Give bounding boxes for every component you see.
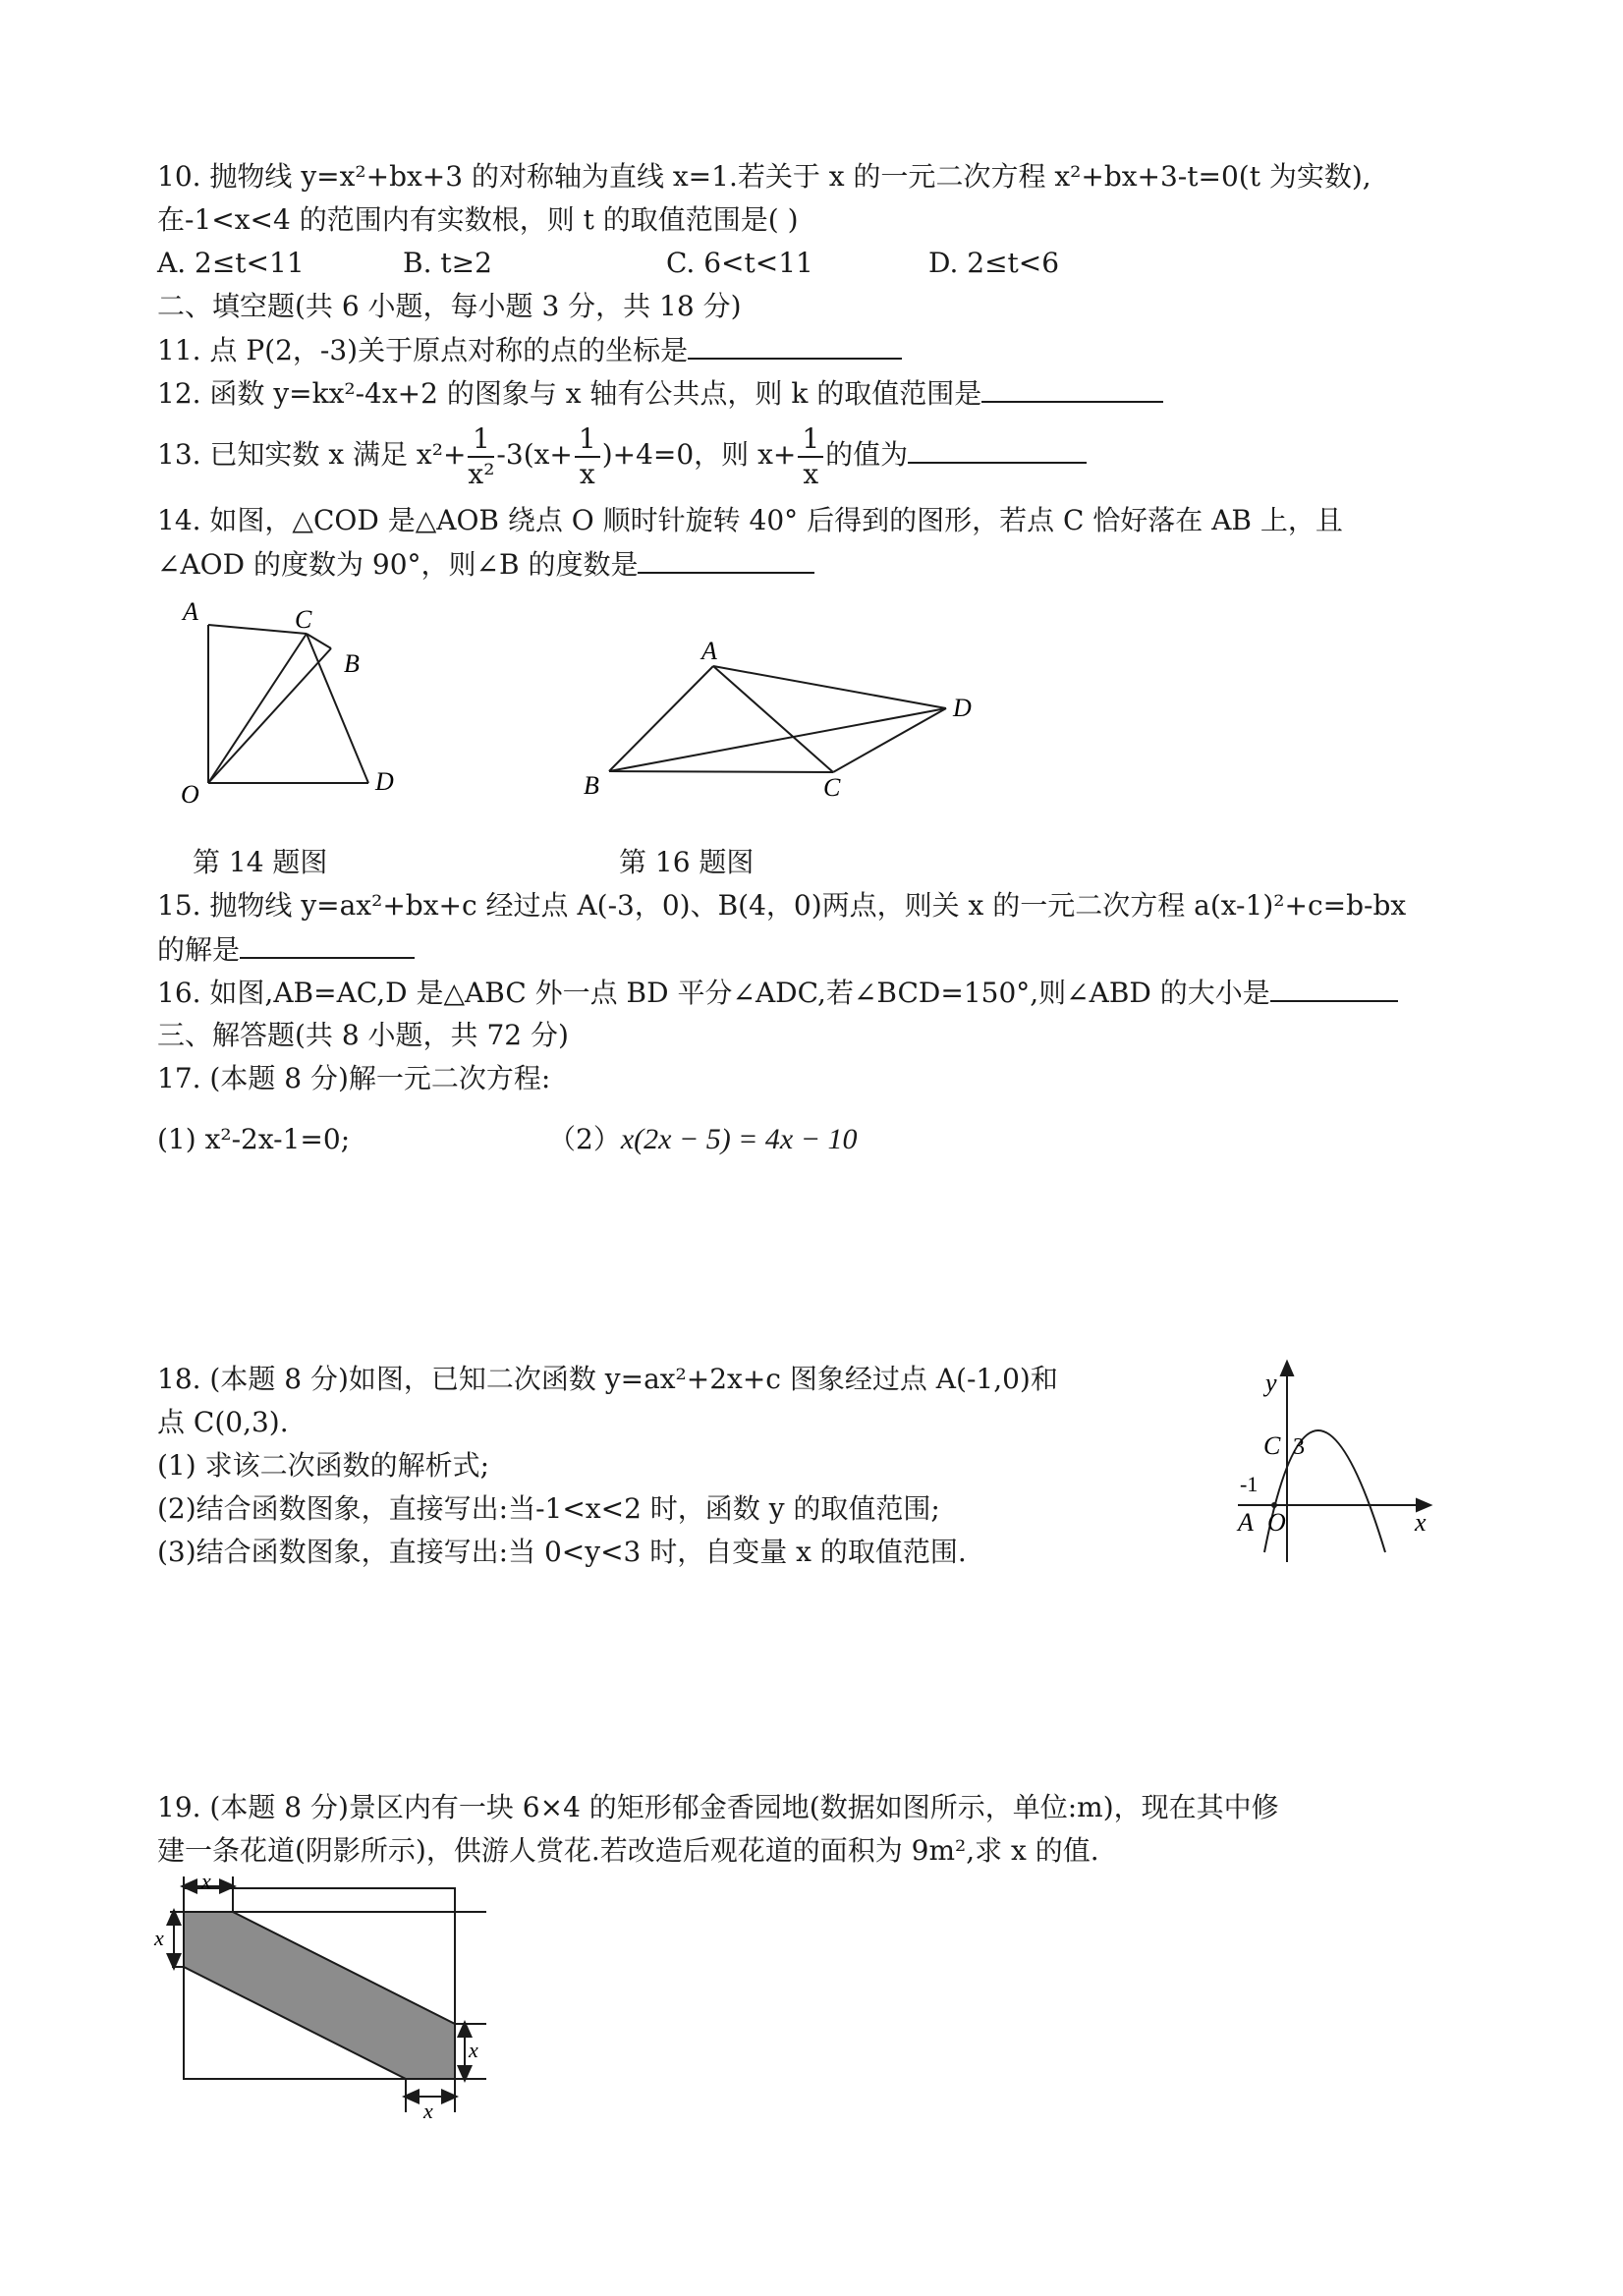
q16-answer-blank bbox=[1270, 975, 1398, 1002]
fig16-label-d: D bbox=[953, 694, 972, 722]
q17-title: 17. (本题 8 分)解一元二次方程: bbox=[157, 1062, 551, 1094]
q10-option-a: A. 2≤t<11 bbox=[157, 247, 305, 279]
q11-text: 11. 点 P(2，-3)关于原点对称的点的坐标是 bbox=[157, 334, 689, 366]
fig14-segment-ac bbox=[208, 625, 307, 634]
q11 bbox=[157, 332, 902, 368]
q19-line1: 19. (本题 8 分)景区内有一块 6×4 的矩形郁金香园地(数据如图所示，单位:m)，现在其中修 bbox=[157, 1791, 1279, 1823]
q17-part-2-equation: x(2x − 5) = 4x − 10 bbox=[620, 1123, 858, 1155]
fig18-label-x: x bbox=[1415, 1508, 1427, 1537]
fig14-label-a: A bbox=[183, 597, 198, 626]
figure-14-caption: 第 14 题图 bbox=[193, 846, 328, 878]
q13-fraction-3-num: 1 bbox=[798, 422, 823, 458]
q13-fraction-3-den: x bbox=[803, 457, 819, 490]
fig18-label-3: 3 bbox=[1293, 1434, 1305, 1460]
q13-fraction-2 bbox=[575, 422, 600, 491]
fig18-label-y: y bbox=[1265, 1369, 1277, 1397]
fig18-label-o: O bbox=[1267, 1508, 1286, 1537]
section-2-heading: 二、填空题(共 6 小题，每小题 3 分，共 18 分) bbox=[157, 290, 742, 322]
q10-option-b: B. t≥2 bbox=[403, 247, 492, 279]
q10-option-c: C. 6<t<11 bbox=[666, 247, 813, 279]
fig18-label-a: A bbox=[1238, 1508, 1254, 1537]
q18-line1: 18. (本题 8 分)如图，已知二次函数 y=ax²+2x+c 图象经过点 A(-1,0)和 bbox=[157, 1363, 1058, 1395]
fig16-label-a: A bbox=[701, 637, 717, 665]
q17-part-2-label: （2） bbox=[548, 1123, 621, 1155]
fig16-segment-bd bbox=[609, 708, 946, 771]
q15-answer-blank bbox=[240, 931, 415, 959]
fig19-label-x-right: x bbox=[469, 2038, 478, 2062]
fig14-segment-ob bbox=[208, 648, 331, 783]
q12-answer-blank bbox=[981, 375, 1163, 403]
q11-answer-blank bbox=[688, 332, 902, 360]
q13-fraction-1 bbox=[468, 422, 494, 491]
fig14-label-d: D bbox=[375, 767, 394, 796]
q15-line2 bbox=[157, 931, 415, 968]
fig18-y-arrow bbox=[1281, 1362, 1293, 1375]
fig16-segment-bc bbox=[609, 771, 833, 772]
q13-fraction-2-num: 1 bbox=[575, 422, 600, 458]
q13-text-d: 的值为 bbox=[825, 438, 909, 471]
fig19-label-x-bottom: x bbox=[423, 2099, 433, 2122]
fig16-label-b: B bbox=[584, 771, 599, 800]
q18-part-2: (2)结合函数图象，直接写出:当-1<x<2 时，函数 y 的取值范围; bbox=[157, 1492, 940, 1525]
section-3-heading: 三、解答题(共 8 小题，共 72 分) bbox=[157, 1019, 569, 1051]
q16 bbox=[157, 975, 1398, 1011]
q17-part-2 bbox=[548, 1122, 858, 1157]
q15-line1: 15. 抛物线 y=ax²+bx+c 经过点 A(-3，0)、B(4，0)两点，则关 x 的一元二次方程 a(x-1)²+c=b-bx bbox=[157, 889, 1407, 922]
q13-answer-blank bbox=[908, 436, 1087, 464]
q10-option-d: D. 2≤t<6 bbox=[928, 247, 1060, 279]
q13-fraction-2-den: x bbox=[579, 457, 595, 490]
fig19-shaded-path bbox=[184, 1912, 455, 2079]
q15-line2-text: 的解是 bbox=[157, 933, 241, 966]
fig16-label-c: C bbox=[823, 773, 841, 802]
fig14-label-o: O bbox=[181, 780, 199, 809]
fig14-label-b: B bbox=[344, 649, 360, 678]
q10-line2: 在-1<x<4 的范围内有实数根，则 t 的取值范围是( ) bbox=[157, 203, 799, 236]
q14-line2 bbox=[157, 546, 814, 583]
figure-16 bbox=[570, 629, 1002, 806]
q13-fraction-1-den: x² bbox=[468, 457, 495, 490]
q10-line1: 10. 抛物线 y=x²+bx+3 的对称轴为直线 x=1.若关于 x 的一元二次方程 x²+bx+3-t=0(t 为实数), bbox=[157, 160, 1371, 193]
q13-text-a: 13. 已知实数 x 满足 x²+ bbox=[157, 438, 467, 471]
q14-line2-text: ∠AOD 的度数为 90°，则∠B 的度数是 bbox=[157, 548, 639, 581]
q16-text: 16. 如图,AB=AC,D 是△ABC 外一点 BD 平分∠ADC,若∠BCD=150°,则∠ABD 的大小是 bbox=[157, 977, 1270, 1009]
q12 bbox=[157, 375, 1163, 412]
q13-text-b: -3(x+ bbox=[496, 438, 573, 471]
fig19-label-x-top: x bbox=[201, 1876, 211, 1893]
fig18-label-c: C bbox=[1263, 1431, 1281, 1460]
figure-16-caption: 第 16 题图 bbox=[619, 846, 755, 878]
q12-text: 12. 函数 y=kx²-4x+2 的图象与 x 轴有公共点，则 k 的取值范围是 bbox=[157, 377, 982, 410]
figure-18 bbox=[1228, 1356, 1444, 1572]
fig16-segment-ad bbox=[713, 666, 946, 708]
fig14-label-c: C bbox=[295, 605, 312, 634]
figure-14 bbox=[167, 594, 422, 820]
fig16-segment-ac bbox=[713, 666, 833, 772]
q13-fraction-3 bbox=[798, 422, 823, 491]
figure-19 bbox=[152, 1876, 506, 2122]
fig14-segment-oc bbox=[208, 634, 307, 783]
q13-text-c: )+4=0，则 x+ bbox=[601, 438, 797, 471]
q14-answer-blank bbox=[638, 546, 814, 574]
q13 bbox=[157, 419, 1087, 491]
q19-line2: 建一条花道(阴影所示)，供游人赏花.若改造后观花道的面积为 9m²,求 x 的值. bbox=[157, 1834, 1099, 1867]
fig18-label-minus-1: -1 bbox=[1240, 1472, 1259, 1496]
q17-part-1: (1) x²-2x-1=0; bbox=[157, 1123, 351, 1155]
q18-part-3: (3)结合函数图象，直接写出:当 0<y<3 时，自变量 x 的取值范围. bbox=[157, 1536, 967, 1568]
q14-line1: 14. 如图，△COD 是△AOB 绕点 O 顺时针旋转 40° 后得到的图形，若点 C 恰好落在 AB 上，且 bbox=[157, 504, 1343, 536]
fig19-label-x-left: x bbox=[154, 1926, 164, 1950]
q18-line2: 点 C(0,3). bbox=[157, 1406, 289, 1438]
q18-part-1: (1) 求该二次函数的解析式; bbox=[157, 1449, 489, 1482]
q13-fraction-1-num: 1 bbox=[468, 422, 494, 458]
